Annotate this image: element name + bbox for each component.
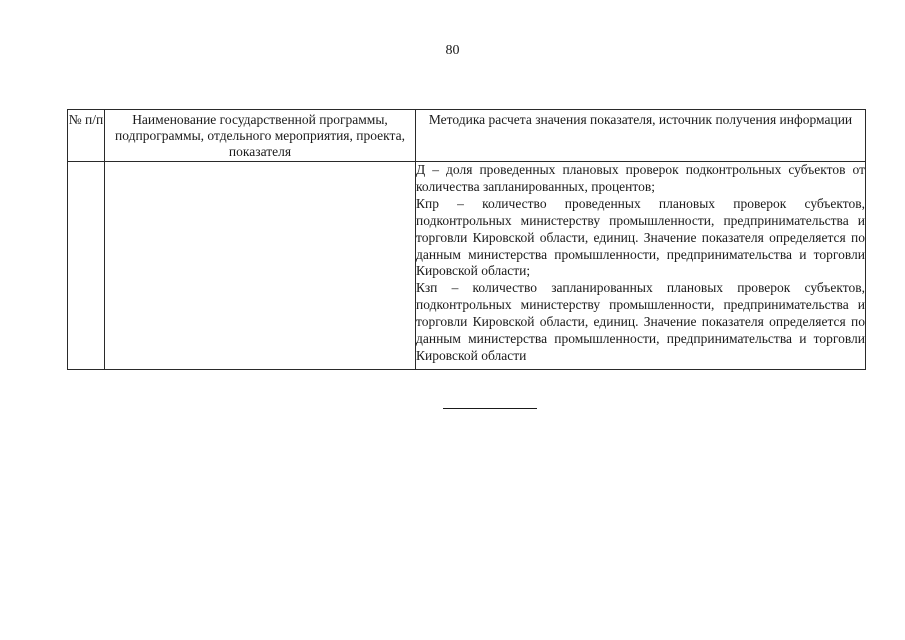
header-calculation-method: Методика расчета значения показателя, источник получения информации (416, 110, 866, 162)
header-program-name: Наименование государственной программы, подпрограммы, отдельного мероприятия, проекта, показателя (105, 110, 416, 162)
method-paragraph-kzp: Кзп – количество запланированных плановых проверок субъектов, подконтрольных министерству промышленности, предпринимательства и торговли Кировской области, единиц. Значение показателя определяется по данным министерства промышленности, предпринимательства и торговли Кировской области (416, 280, 865, 363)
end-divider-line (443, 408, 537, 409)
cell-number (68, 162, 105, 370)
cell-program-name (105, 162, 416, 370)
page-number: 80 (445, 43, 460, 58)
header-number: № п/п (68, 110, 105, 162)
method-paragraph-d: Д – доля проведенных плановых проверок подконтрольных субъектов от количества запланированных, процентов; (416, 162, 865, 194)
indicator-method-table (67, 109, 866, 370)
table-header-row (68, 110, 866, 162)
cell-calculation-method (416, 162, 866, 370)
table-row (68, 162, 866, 370)
method-paragraph-kpr: Кпр – количество проведенных плановых проверок субъектов, подконтрольных министерству промышленности, предпринимательства и торговли Кировской области, единиц. Значение показателя определяется по данным министерства промышленности, предпринимательства и торговли Кировской области; (416, 195, 865, 279)
